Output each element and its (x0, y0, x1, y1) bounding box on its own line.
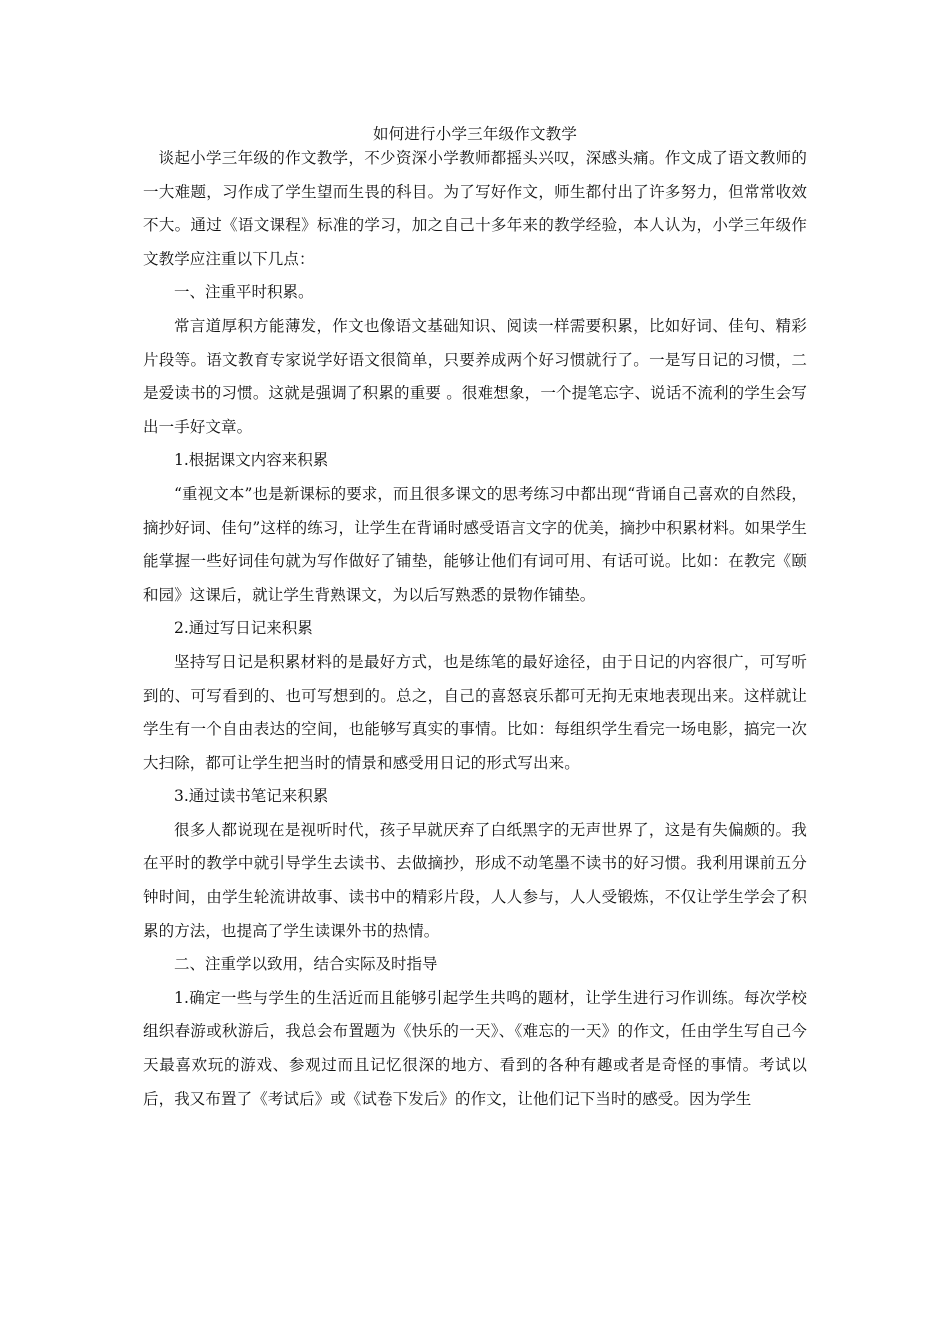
subheading-1-1: 1.根据课文内容来积累 (174, 451, 329, 470)
document-page (143, 123, 807, 1116)
section-heading-1: 一、注重平时积累。 (174, 283, 314, 302)
paragraph-accumulation: 常言道厚积方能薄发，作文也像语文基础知识、阅读一样需要积累，比如好词、佳句、精彩片段等。语文教育专家说学好语文很简单，只要养成两个好习惯就行了。一是写日记的习惯，二是爱读书的习惯。这就是强调了积累的重要 。很难想象，一个提笔忘字、说话不流利的学生会写出一手好文章。 (143, 316, 807, 436)
paragraph-diary: 坚持写日记是积累材料的是最好方式，也是练笔的最好途径，由于日记的内容很广，可写听到的、可写看到的、也可写想到的。总之，自己的喜怒哀乐都可无拘无束地表现出来。这样就让学生有一个自由表达的空间，也能够写真实的事情。比如：每组织学生看完一场电影，搞完一次大扫除，都可让学生把当时的情景和感受用日记的形式写出来。 (143, 652, 807, 772)
intro-paragraph: 谈起小学三年级的作文教学，不少资深小学教师都摇头兴叹，深感头痛。作文成了语文教师的一大难题，习作成了学生望而生畏的科目。为了写好作文，师生都付出了许多努力，但常常收效不大。通过《语文课程》标准的学习，加之自己十多年来的教学经验，本人认为，小学三年级作文教学应注重以下几点： (143, 149, 807, 268)
subheading-1-3: 3.通过读书笔记来积累 (174, 787, 329, 806)
subheading-1-2: 2.通过写日记来积累 (174, 619, 313, 638)
section-heading-2: 二、注重学以致用，结合实际及时指导 (174, 955, 438, 974)
paragraph-textbook: “重视文本”也是新课标的要求，而且很多课文的思考练习中都出现“背诵自己喜欢的自然段，摘抄好词、佳句”这样的练习，让学生在背诵时感受语言文字的优美，摘抄中积累材料。如果学生能掌握一些好词佳句就为写作做好了铺垫，能够让他们有词可用、有话可说。比如：在教完《颐和园》这课后，就让学生背熟课文，为以后写熟悉的景物作铺垫。 (143, 484, 807, 604)
page-title: 如何进行小学三年级作文教学 (372, 125, 578, 143)
paragraph-practice: 1.确定一些与学生的生活近而且能够引起学生共鸣的题材，让学生进行习作训练。每次学校组织春游或秋游后，我总会布置题为《快乐的一天》、《难忘的一天》的作文，任由学生写自己今天最喜欢玩的游戏、参观过而且记忆很深的地方、看到的各种有趣或者是奇怪的事情。考试以后，我又布置了《考试后》或《试卷下发后》的作文，让他们记下当时的感受。因为学生 (143, 988, 807, 1108)
paragraph-reading-notes: 很多人都说现在是视听时代，孩子早就厌弃了白纸黑字的无声世界了，这是有失偏颇的。我在平时的教学中就引导学生去读书、去做摘抄，形成不动笔墨不读书的好习惯。我利用课前五分钟时间，由学生轮流讲故事、读书中的精彩片段，人人参与，人人受锻炼，不仅让学生学会了积累的方法，也提高了学生读课外书的热情。 (143, 820, 807, 940)
